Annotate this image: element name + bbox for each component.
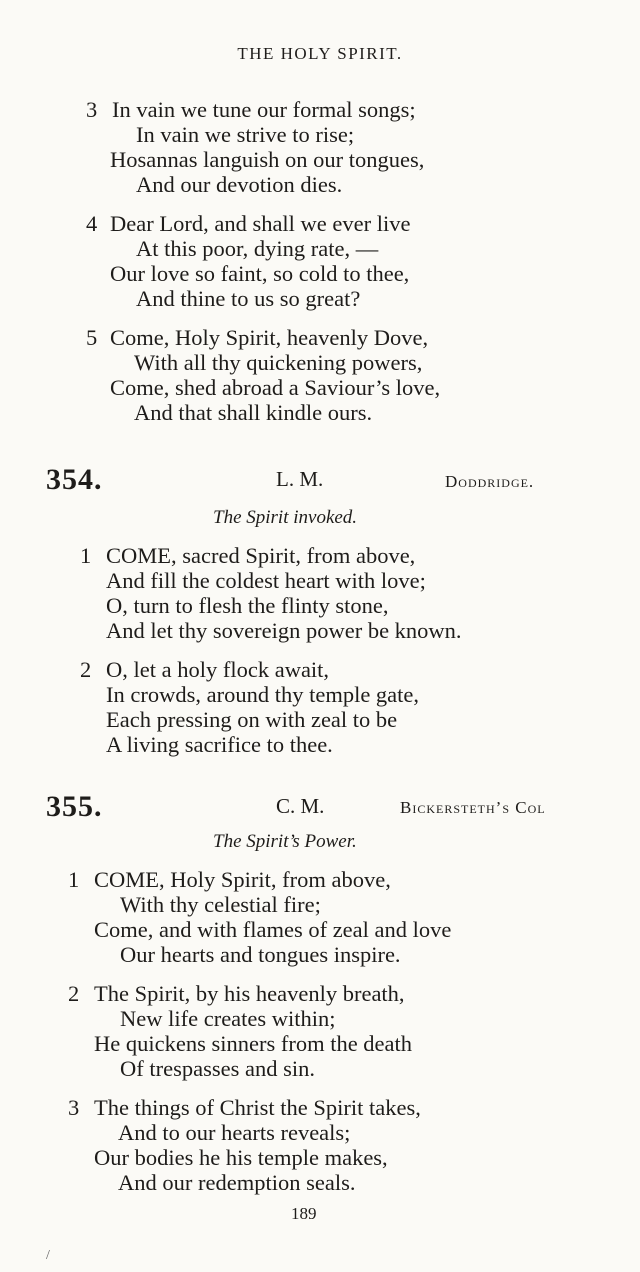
verse-line: And let thy sovereign power be known. bbox=[106, 618, 462, 643]
verse-line: COME, sacred Spirit, from above, bbox=[106, 543, 416, 568]
verse-line: In vain we tune our formal songs; bbox=[112, 97, 416, 122]
stanza-number: 1 bbox=[80, 543, 92, 568]
verse-line: And our devotion dies. bbox=[136, 172, 343, 197]
verse-line: Dear Lord, and shall we ever live bbox=[110, 211, 411, 236]
running-header: THE HOLY SPIRIT. bbox=[237, 44, 403, 63]
hymn-title: The Spirit invoked. bbox=[213, 507, 358, 528]
stanza-number: 4 bbox=[86, 211, 98, 236]
verse-line: Of trespasses and sin. bbox=[120, 1056, 315, 1081]
verse-line: O, turn to flesh the flinty stone, bbox=[106, 593, 389, 618]
verse-line: He quickens sinners from the death bbox=[94, 1031, 413, 1056]
verse-line: With all thy quickening powers, bbox=[134, 350, 423, 375]
verse-line: Our bodies he his temple makes, bbox=[94, 1145, 388, 1170]
verse-line: Come, shed abroad a Saviour’s love, bbox=[110, 375, 441, 400]
hymn-meter: L. M. bbox=[276, 467, 324, 491]
stanza-number: 2 bbox=[68, 981, 80, 1006]
verse-line: In vain we strive to rise; bbox=[136, 122, 355, 147]
verse-line: At this poor, dying rate, — bbox=[136, 236, 379, 261]
verse-line: Come, Holy Spirit, heavenly Dove, bbox=[110, 325, 429, 350]
verse-line: And our redemption seals. bbox=[118, 1170, 356, 1195]
verse-line: With thy celestial fire; bbox=[120, 892, 321, 917]
verse-line: Each pressing on with zeal to be bbox=[106, 707, 398, 732]
verse-line: A living sacrifice to thee. bbox=[106, 732, 333, 757]
verse-line: New life creates within; bbox=[120, 1006, 336, 1031]
hymn-number: 354. bbox=[46, 463, 103, 496]
verse-line: Come, and with flames of zeal and love bbox=[94, 917, 452, 942]
verse-line: The things of Christ the Spirit takes, bbox=[94, 1095, 421, 1120]
hymn-title: The Spirit’s Power. bbox=[213, 831, 357, 852]
verse-line: Our love so faint, so cold to thee, bbox=[110, 261, 410, 286]
stanza-number: 5 bbox=[86, 325, 98, 350]
verse-line: And to our hearts reveals; bbox=[118, 1120, 351, 1145]
verse-line: Hosannas languish on our tongues, bbox=[110, 147, 425, 172]
stanza-number: 3 bbox=[86, 97, 98, 122]
page-number: 189 bbox=[291, 1204, 317, 1223]
verse-line: And thine to us so great? bbox=[136, 286, 361, 311]
stanza-number: 1 bbox=[68, 867, 80, 892]
verse-line: COME, Holy Spirit, from above, bbox=[94, 867, 391, 892]
margin-mark: / bbox=[46, 1248, 50, 1263]
hymn-author: Doddridge. bbox=[445, 472, 535, 491]
hymn-author: Bickersteth’s Col bbox=[400, 798, 546, 817]
stanza-number: 2 bbox=[80, 657, 92, 682]
verse-line: The Spirit, by his heavenly breath, bbox=[94, 981, 405, 1006]
verse-line: O, let a holy flock await, bbox=[106, 657, 330, 682]
verse-line: And that shall kindle ours. bbox=[134, 400, 373, 425]
verse-line: In crowds, around thy temple gate, bbox=[106, 682, 420, 707]
verse-line: And fill the coldest heart with love; bbox=[106, 568, 426, 593]
hymn-meter: C. M. bbox=[276, 794, 325, 818]
verse-line: Our hearts and tongues inspire. bbox=[120, 942, 401, 967]
stanza-number: 3 bbox=[68, 1095, 80, 1120]
hymn-number: 355. bbox=[46, 790, 103, 823]
